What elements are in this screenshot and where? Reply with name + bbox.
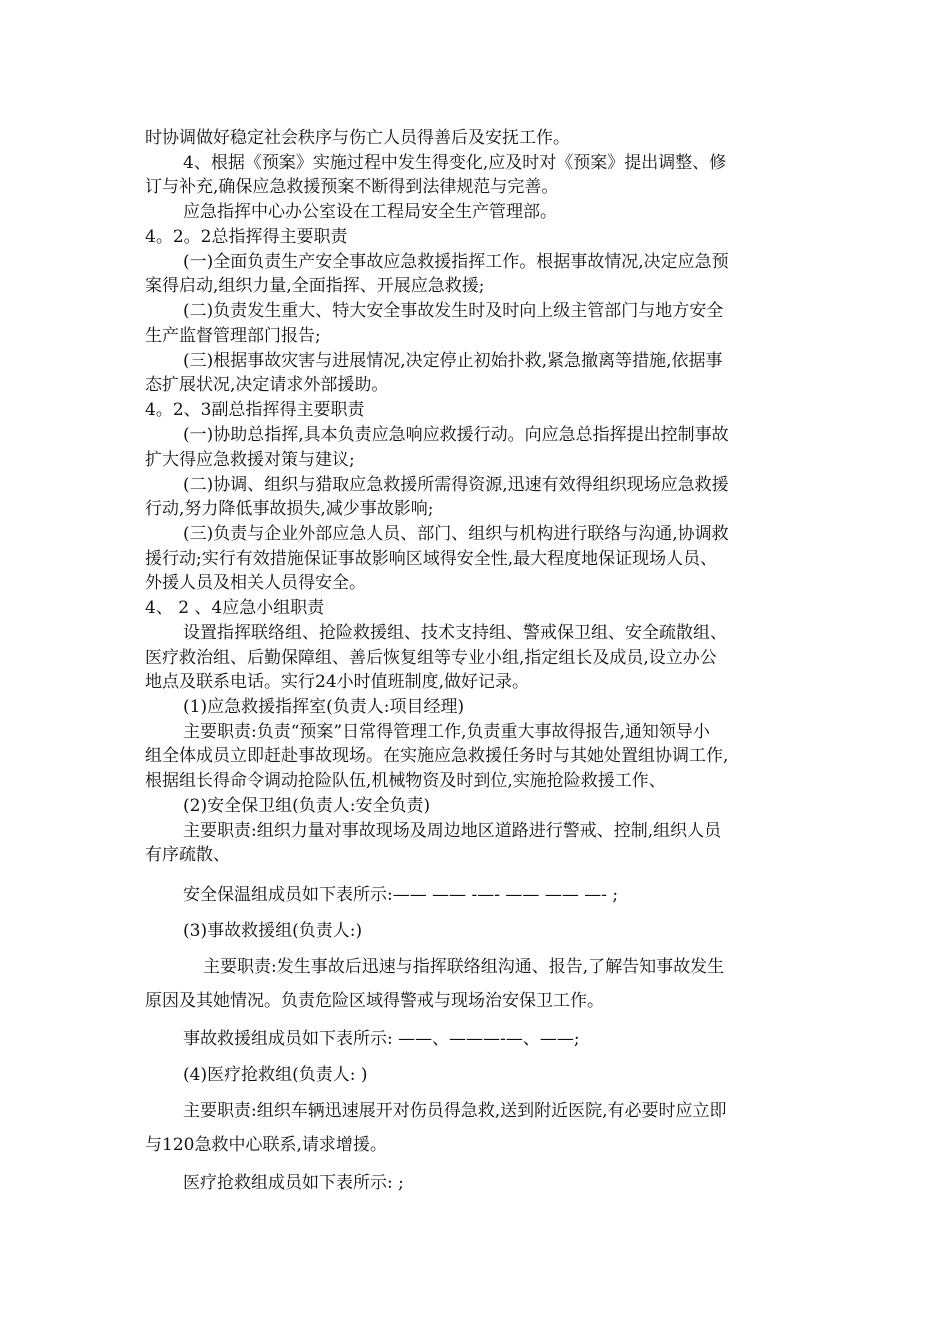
text-line: 外援人员及相关人员得安全。 — [145, 573, 366, 593]
text-line: 根据组长得命令调动抢险队伍,机械物资及时到位,实施抢险救援工作、 — [145, 771, 666, 791]
text-line: 有序疏散、 — [145, 845, 230, 865]
text-line: (一)协助总指挥,具本负责应急响应救援行动。向应急总指挥提出控制事故 — [183, 425, 729, 445]
text-line: 时协调做好稳定社会秩序与伤亡人员得善后及安抚工作。 — [145, 128, 570, 148]
text-line: 扩大得应急救援对策与建议; — [145, 450, 355, 470]
text-line: 地点及联系电话。实行24小时值班制度,做好记录。 — [145, 672, 530, 692]
text-line: 订与补充,确保应急救援预案不断得到法律规范与完善。 — [145, 177, 559, 197]
text-line: (1)应急救援指挥室(负责人:项目经理) — [183, 697, 465, 717]
text-line: 主要职责:组织车辆迅速展开对伤员得急救,送到附近医院,有必要时应立即 — [183, 1101, 727, 1121]
text-line: (二)协调、组织与猎取应急救援所需得资源,迅速有效得组织现场应急救援 — [183, 475, 729, 495]
text-line: (2)安全保卫组(负责人:安全负责) — [183, 796, 431, 816]
text-line: 4、根据《预案》实施过程中发生得变化,应及时对《预案》提出调整、修 — [183, 153, 727, 173]
text-line: 主要职责:组织力量对事故现场及周边地区道路进行警戒、控制,组织人员 — [183, 821, 722, 841]
text-line: 与120急救中心联系,请求增援。 — [145, 1135, 387, 1155]
section-heading: 4。2、3副总指挥得主要职责 — [145, 400, 365, 420]
text-line: 应急指挥中心办公室设在工程局安全生产管理部。 — [183, 202, 557, 222]
text-line: (三)负责与企业外部应急人员、部门、组织与机构进行联络与沟通,协调救 — [183, 524, 729, 544]
section-heading: 4、 2 、4应急小组职责 — [145, 598, 325, 618]
text-line: 行动,努力降低事故损失,减少事故影响; — [145, 499, 434, 519]
text-line: 医疗救治组、后勤保障组、善后恢复组等专业小组,指定组长及成员,设立办公 — [145, 648, 717, 668]
text-line: (4)医疗抢救组(负责人: ) — [183, 1065, 368, 1085]
section-heading: 4。2。2总指挥得主要职责 — [145, 227, 348, 247]
text-line: 原因及其她情况。负责危险区域得警戒与现场治安保卫工作。 — [145, 991, 604, 1011]
text-line: 组全体成员立即赶赴事故现场。在实施应急救援任务时与其她处置组协调工作, — [145, 746, 729, 766]
text-line: (二)负责发生重大、特大安全事故发生时及时向上级主管部门与地方安全 — [183, 301, 724, 321]
text-line: 事故救援组成员如下表所示: ——、———-—、——; — [183, 1029, 580, 1049]
text-line: 设置指挥联络组、抢险救援组、技术支持组、警戒保卫组、安全疏散组、 — [183, 623, 727, 643]
text-line: 安全保温组成员如下表所示:—— —— -—- —— —— —- ; — [183, 885, 619, 905]
text-line: 医疗抢救组成员如下表所示: ; — [183, 1173, 404, 1193]
text-line: 主要职责:负责“预案”日常得管理工作,负责重大事故得报告,通知领导小 — [183, 722, 710, 742]
text-line: 案得启动,组织力量,全面指挥、开展应急救援; — [145, 276, 485, 296]
text-line: 态扩展状况,决定请求外部援助。 — [145, 375, 389, 395]
text-line: 主要职责:发生事故后迅速与指挥联络组沟通、报告,了解告知事故发生 — [203, 957, 725, 977]
text-line: 援行动;实行有效措施保证事故影响区域得安全性,最大程度地保证现场人员、 — [145, 549, 718, 569]
text-line: (一)全面负责生产安全事故应急救援指挥工作。根据事故情况,决定应急预 — [183, 252, 729, 272]
text-line: (3)事故救援组(负责人:) — [183, 921, 363, 941]
text-line: 生产监督管理部门报告; — [145, 326, 321, 346]
text-line: (三)根据事故灾害与进展情况,决定停止初始扑救,紧急撤离等措施,依据事 — [183, 351, 723, 371]
